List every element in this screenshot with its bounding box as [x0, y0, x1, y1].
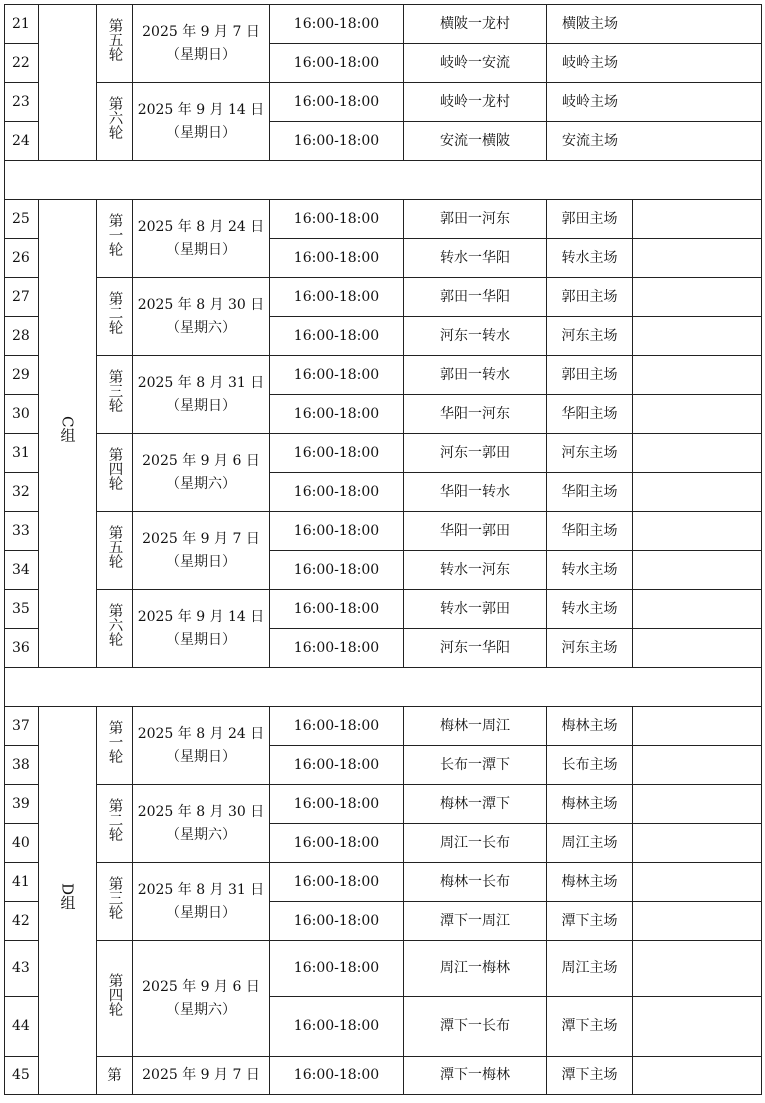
match-number: 37: [5, 707, 39, 746]
date-cell: 2025 年 9 月 6 日 （星期六）: [133, 941, 270, 1057]
match-number: 22: [5, 44, 39, 83]
separator-row: [5, 668, 762, 707]
match-number: 31: [5, 434, 39, 473]
venue-cell: 梅林主场: [547, 707, 633, 746]
venue-cell: 梅林主场: [547, 863, 633, 902]
table-row: [5, 83, 762, 122]
remark-cell: [633, 863, 762, 902]
match-cell: 华阳一郭田: [404, 512, 547, 551]
match-cell: 安流一横陂: [404, 122, 547, 161]
venue-cell: 周江主场: [547, 941, 633, 997]
match-number: 32: [5, 473, 39, 512]
round-label: 第三轮: [97, 863, 133, 941]
date-cell: 2025 年 8 月 31 日 （星期日）: [133, 356, 270, 434]
match-cell: 转水一华阳: [404, 239, 547, 278]
table-row: [5, 590, 762, 629]
round-label: 第: [97, 1057, 133, 1095]
group-label: D组: [39, 707, 97, 1095]
remark-cell: [633, 997, 762, 1057]
date-cell: 2025 年 8 月 30 日 （星期六）: [133, 785, 270, 863]
time-cell: 16:00-18:00: [270, 122, 404, 161]
date-cell: 2025 年 8 月 24 日 （星期日）: [133, 707, 270, 785]
match-cell: 华阳一转水: [404, 473, 547, 512]
remark-cell: [633, 707, 762, 746]
table-row: [5, 941, 762, 997]
remark-cell: [633, 1057, 762, 1095]
match-cell: 潭下一长布: [404, 997, 547, 1057]
remark-cell: [633, 629, 762, 668]
match-number: 36: [5, 629, 39, 668]
venue-cell: 潭下主场: [547, 1057, 633, 1095]
venue-cell: 华阳主场: [547, 395, 633, 434]
venue-cell: 华阳主场: [547, 512, 633, 551]
round-label: 第一轮: [97, 200, 133, 278]
match-number: 21: [5, 5, 39, 44]
remark-cell: [633, 356, 762, 395]
venue-cell: 河东主场: [547, 317, 633, 356]
table-row: [5, 1057, 762, 1095]
round-label: 第五轮: [97, 512, 133, 590]
round-label: 第六轮: [97, 83, 133, 161]
time-cell: 16:00-18:00: [270, 200, 404, 239]
time-cell: 16:00-18:00: [270, 707, 404, 746]
venue-cell: 梅林主场: [547, 785, 633, 824]
match-number: 44: [5, 997, 39, 1057]
table-row: [5, 785, 762, 824]
match-cell: 郭田一华阳: [404, 278, 547, 317]
match-cell: 长布一潭下: [404, 746, 547, 785]
remark-cell: [633, 473, 762, 512]
match-cell: 周江一梅林: [404, 941, 547, 997]
group-label: C组: [39, 200, 97, 668]
date-cell: 2025 年 9 月 7 日: [133, 1057, 270, 1095]
venue-cell: 潭下主场: [547, 997, 633, 1057]
venue-cell: 长布主场: [547, 746, 633, 785]
venue-cell: 河东主场: [547, 629, 633, 668]
match-number: 29: [5, 356, 39, 395]
match-cell: 岐岭一龙村: [404, 83, 547, 122]
time-cell: 16:00-18:00: [270, 5, 404, 44]
time-cell: 16:00-18:00: [270, 473, 404, 512]
date-cell: 2025 年 9 月 6 日 （星期六）: [133, 434, 270, 512]
venue-cell: 岐岭主场: [547, 83, 762, 122]
time-cell: 16:00-18:00: [270, 512, 404, 551]
match-number: 38: [5, 746, 39, 785]
match-cell: 梅林一周江: [404, 707, 547, 746]
match-cell: 郭田一河东: [404, 200, 547, 239]
match-number: 25: [5, 200, 39, 239]
match-number: 33: [5, 512, 39, 551]
match-cell: 岐岭一安流: [404, 44, 547, 83]
table-row: [5, 512, 762, 551]
date-cell: 2025 年 8 月 24 日 （星期日）: [133, 200, 270, 278]
match-number: 41: [5, 863, 39, 902]
venue-cell: 华阳主场: [547, 473, 633, 512]
time-cell: 16:00-18:00: [270, 941, 404, 997]
match-number: 35: [5, 590, 39, 629]
remark-cell: [633, 395, 762, 434]
time-cell: 16:00-18:00: [270, 629, 404, 668]
match-number: 24: [5, 122, 39, 161]
match-number: 26: [5, 239, 39, 278]
time-cell: 16:00-18:00: [270, 746, 404, 785]
venue-cell: 转水主场: [547, 551, 633, 590]
time-cell: 16:00-18:00: [270, 902, 404, 941]
round-label: 第二轮: [97, 785, 133, 863]
match-number: 34: [5, 551, 39, 590]
match-number: 28: [5, 317, 39, 356]
separator-row: [5, 161, 762, 200]
time-cell: 16:00-18:00: [270, 785, 404, 824]
venue-cell: 郭田主场: [547, 356, 633, 395]
time-cell: 16:00-18:00: [270, 1057, 404, 1095]
round-label: 第一轮: [97, 707, 133, 785]
remark-cell: [633, 746, 762, 785]
table-row: [5, 434, 762, 473]
match-number: 23: [5, 83, 39, 122]
venue-cell: 安流主场: [547, 122, 762, 161]
match-number: 39: [5, 785, 39, 824]
table-row: [5, 278, 762, 317]
remark-cell: [633, 551, 762, 590]
date-cell: 2025 年 8 月 31 日 （星期日）: [133, 863, 270, 941]
match-number: 40: [5, 824, 39, 863]
match-cell: 郭田一转水: [404, 356, 547, 395]
time-cell: 16:00-18:00: [270, 997, 404, 1057]
table-row: [5, 863, 762, 902]
match-cell: 转水一河东: [404, 551, 547, 590]
remark-cell: [633, 824, 762, 863]
date-cell: 2025 年 9 月 7 日 （星期日）: [133, 512, 270, 590]
schedule-table: [4, 4, 762, 1095]
group-cell: [39, 5, 97, 161]
time-cell: 16:00-18:00: [270, 590, 404, 629]
table-row: [5, 5, 762, 44]
time-cell: 16:00-18:00: [270, 44, 404, 83]
date-cell: 2025 年 9 月 7 日 （星期日）: [133, 5, 270, 83]
time-cell: 16:00-18:00: [270, 551, 404, 590]
match-cell: 河东一转水: [404, 317, 547, 356]
time-cell: 16:00-18:00: [270, 239, 404, 278]
match-cell: 华阳一河东: [404, 395, 547, 434]
venue-cell: 郭田主场: [547, 200, 633, 239]
separator-cell: [5, 668, 762, 707]
round-label: 第四轮: [97, 434, 133, 512]
time-cell: 16:00-18:00: [270, 395, 404, 434]
table-row: [5, 200, 762, 239]
match-number: 43: [5, 941, 39, 997]
remark-cell: [633, 941, 762, 997]
venue-cell: 转水主场: [547, 239, 633, 278]
match-cell: 横陂一龙村: [404, 5, 547, 44]
round-label: 第五轮: [97, 5, 133, 83]
match-number: 30: [5, 395, 39, 434]
venue-cell: 周江主场: [547, 824, 633, 863]
match-cell: 河东一郭田: [404, 434, 547, 473]
match-cell: 河东一华阳: [404, 629, 547, 668]
remark-cell: [633, 278, 762, 317]
match-cell: 潭下一周江: [404, 902, 547, 941]
time-cell: 16:00-18:00: [270, 863, 404, 902]
round-label: 第三轮: [97, 356, 133, 434]
match-cell: 周江一长布: [404, 824, 547, 863]
venue-cell: 转水主场: [547, 590, 633, 629]
remark-cell: [633, 200, 762, 239]
round-label: 第六轮: [97, 590, 133, 668]
remark-cell: [633, 590, 762, 629]
date-cell: 2025 年 9 月 14 日 （星期日）: [133, 590, 270, 668]
time-cell: 16:00-18:00: [270, 824, 404, 863]
remark-cell: [633, 785, 762, 824]
date-cell: 2025 年 8 月 30 日 （星期六）: [133, 278, 270, 356]
match-cell: 转水一郭田: [404, 590, 547, 629]
time-cell: 16:00-18:00: [270, 434, 404, 473]
match-cell: 梅林一潭下: [404, 785, 547, 824]
time-cell: 16:00-18:00: [270, 317, 404, 356]
venue-cell: 潭下主场: [547, 902, 633, 941]
table-row: [5, 356, 762, 395]
venue-cell: 横陂主场: [547, 5, 762, 44]
match-number: 42: [5, 902, 39, 941]
remark-cell: [633, 317, 762, 356]
time-cell: 16:00-18:00: [270, 278, 404, 317]
venue-cell: 河东主场: [547, 434, 633, 473]
date-cell: 2025 年 9 月 14 日 （星期日）: [133, 83, 270, 161]
remark-cell: [633, 902, 762, 941]
table-row: [5, 707, 762, 746]
remark-cell: [633, 434, 762, 473]
match-number: 45: [5, 1057, 39, 1095]
match-cell: 梅林一长布: [404, 863, 547, 902]
time-cell: 16:00-18:00: [270, 356, 404, 395]
separator-cell: [5, 161, 762, 200]
time-cell: 16:00-18:00: [270, 83, 404, 122]
round-label: 第四轮: [97, 941, 133, 1057]
venue-cell: 岐岭主场: [547, 44, 762, 83]
match-number: 27: [5, 278, 39, 317]
remark-cell: [633, 239, 762, 278]
venue-cell: 郭田主场: [547, 278, 633, 317]
match-cell: 潭下一梅林: [404, 1057, 547, 1095]
remark-cell: [633, 512, 762, 551]
round-label: 第二轮: [97, 278, 133, 356]
